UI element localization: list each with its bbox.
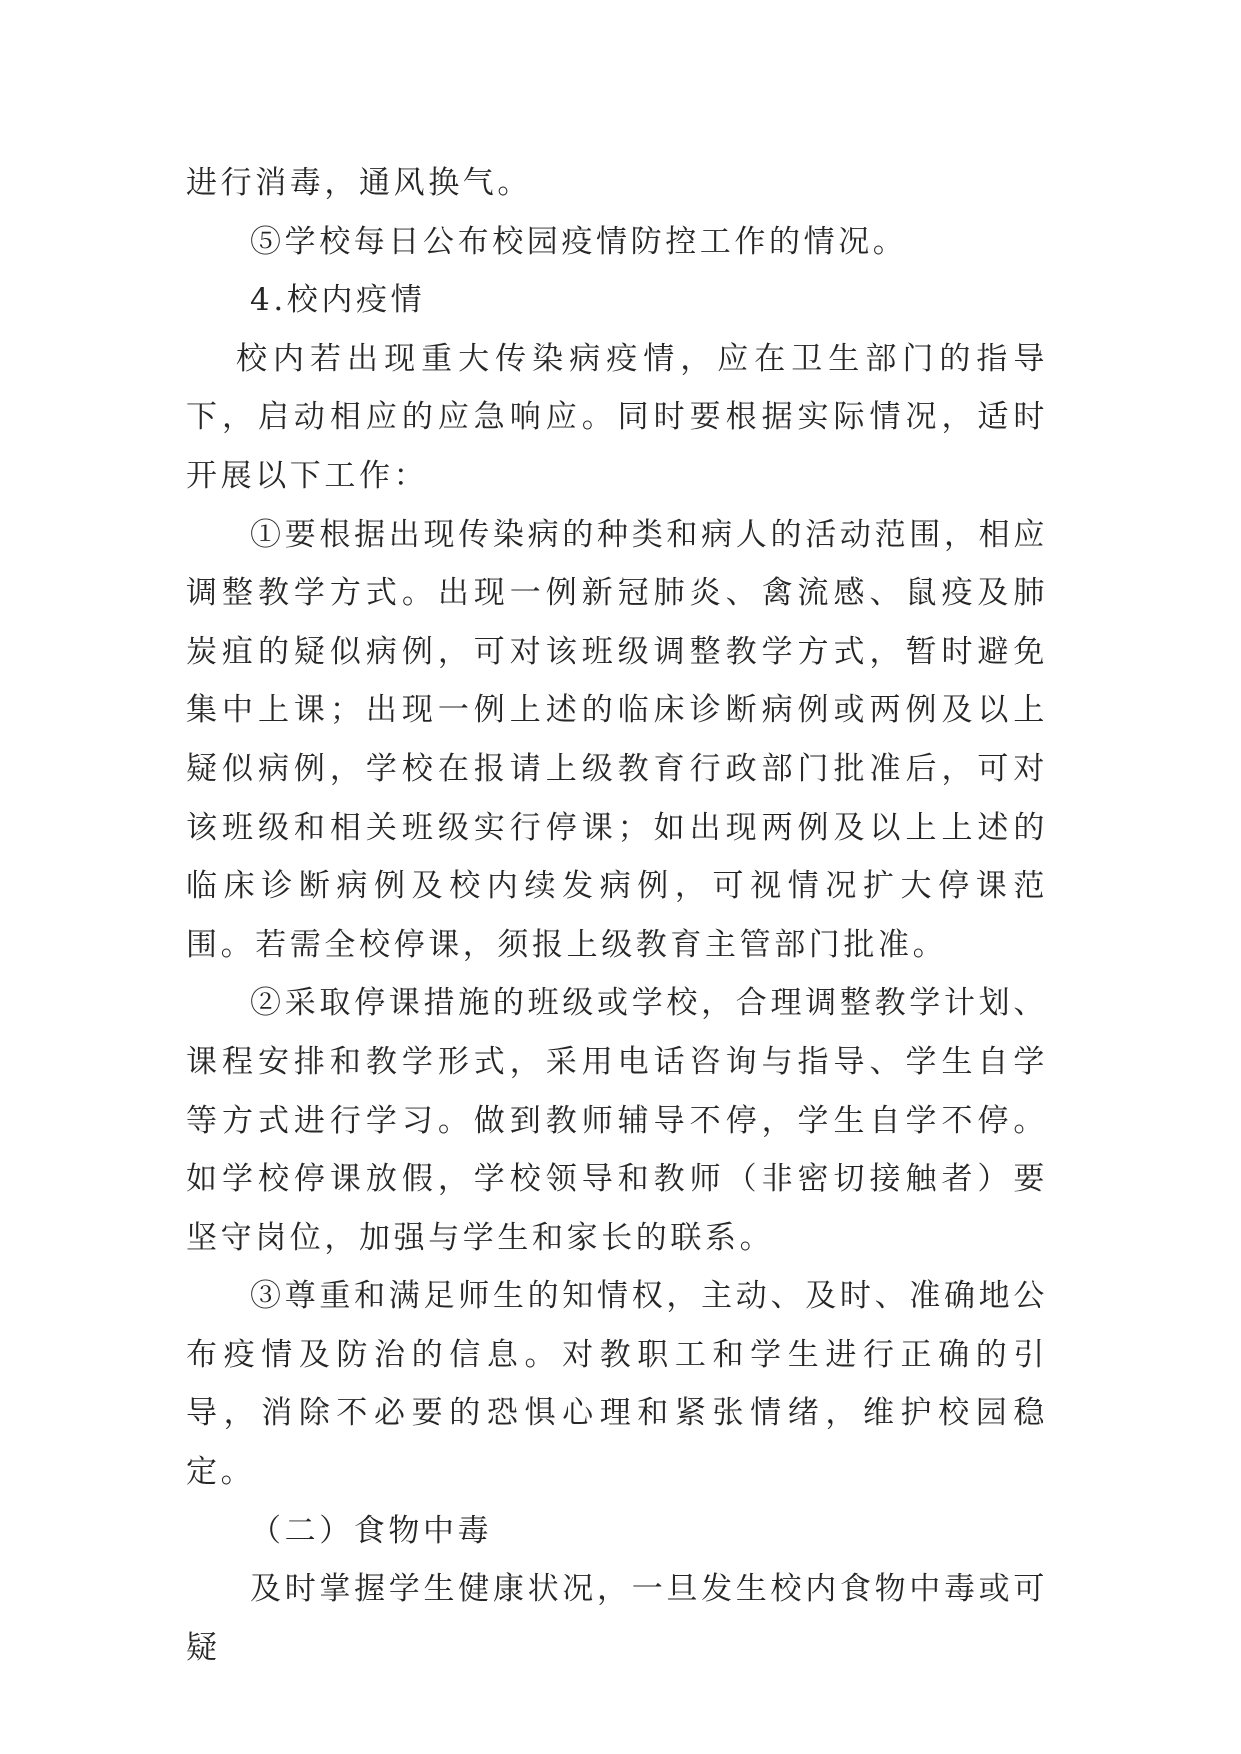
paragraph-item-5-daily-report: ⑤学校每日公布校园疫情防控工作的情况。 bbox=[250, 223, 908, 260]
paragraph-item-2-suspension-arrangements: ②采取停课措施的班级或学校，合理调整教学计划、课程安排和教学形式，采用电话咨询与指导、学生自学等方式进行学习。做到教师辅导不停，学生自学不停。如学校停课放假，学校领导和教师（非密切接触者）要坚守岗位，加强与学生和家长的联系。 bbox=[186, 985, 1048, 1256]
document-body bbox=[186, 154, 1048, 1677]
paragraph-major-epidemic-response: 校内若出现重大传染病疫情，应在卫生部门的指导下，启动相应的应急响应。同时要根据实际情况，适时开展以下工作： bbox=[186, 340, 1048, 494]
paragraph-disinfection-continuation: 进行消毒，通风换气。 bbox=[186, 165, 532, 201]
paragraph-item-1-adjust-teaching: ①要根据出现传染病的种类和病人的活动范围，相应调整教学方式。出现一例新冠肺炎、禽流感、鼠疫及肺炭疽的疑似病例，可对该班级调整教学方式，暂时避免集中上课；出现一例上述的临床诊断病例或两例及以上疑似病例，学校在报请上级教育行政部门批准后，可对该班级和相关班级实行停课；如出现两例及以上上述的临床诊断病例及校内续发病例，可视情况扩大停课范围。若需全校停课，须报上级教育主管部门批准。 bbox=[186, 516, 1048, 963]
section-heading-food-poisoning: （二）食物中毒 bbox=[250, 1512, 493, 1549]
paragraph-item-3-information-disclosure: ③尊重和满足师生的知情权，主动、及时、准确地公布疫情及防治的信息。对教职工和学生进行正确的引导，消除不必要的恐惧心理和紧张情绪，维护校园稳定。 bbox=[186, 1278, 1048, 1491]
paragraph-food-poisoning-intro: 及时掌握学生健康状况，一旦发生校内食物中毒或可疑 bbox=[186, 1571, 1048, 1666]
section-heading-campus-epidemic: 4.校内疫情 bbox=[250, 282, 426, 319]
